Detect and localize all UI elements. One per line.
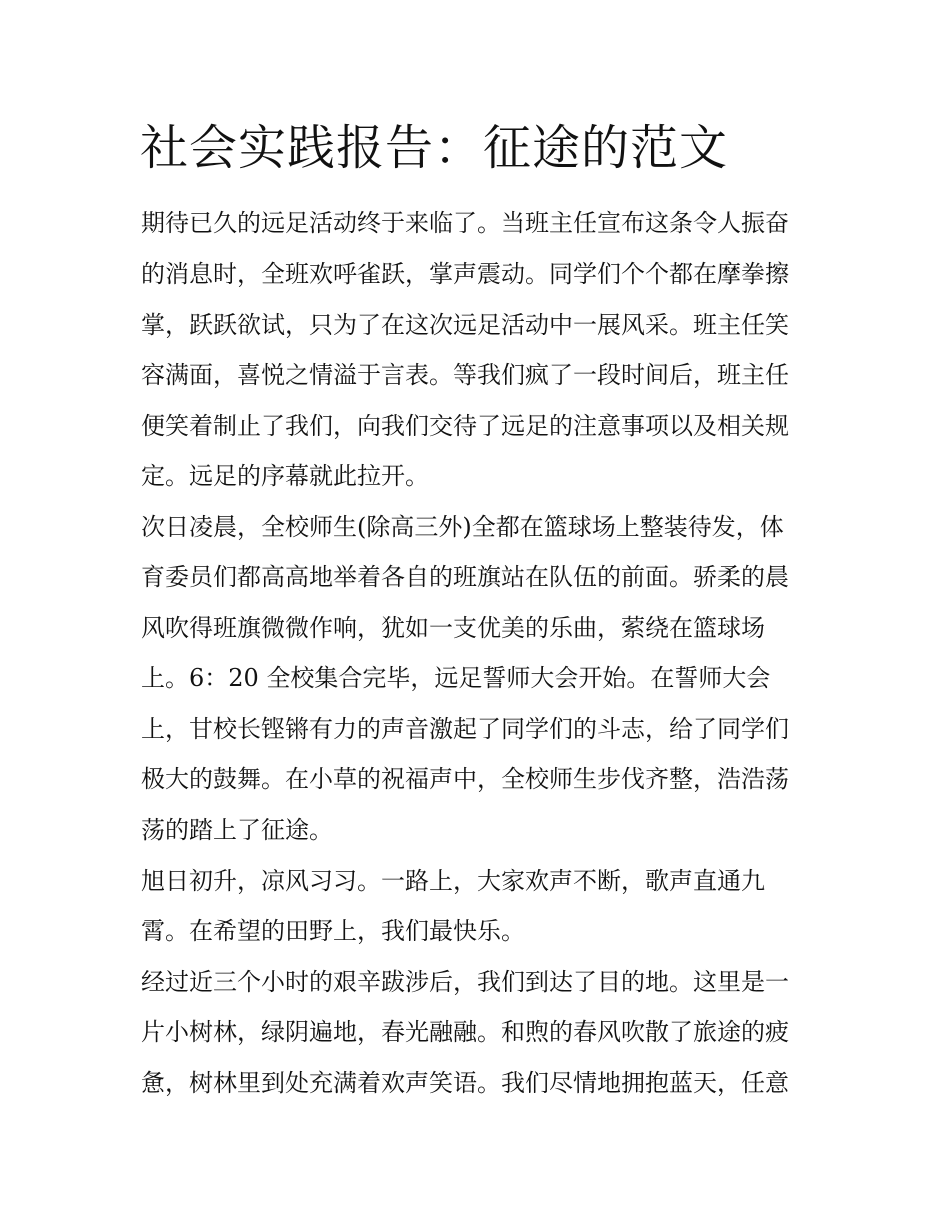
paragraph-2-line-1: 次日凌晨，全校师生(除高三外)全都在篮球场上整装待发，体 — [141, 513, 784, 541]
paragraph-2-line-2: 育委员们都高高地举着各自的班旗站在队伍的前面。骄柔的晨 — [141, 563, 789, 591]
paragraph-2-line-7: 荡的踏上了征途。 — [141, 816, 333, 844]
paragraph-1-line-2: 的消息时，全班欢呼雀跃，掌声震动。同学们个个都在摩拳擦 — [141, 260, 789, 288]
paragraph-4-line-1: 经过近三个小时的艰辛跋涉后，我们到达了目的地。这里是一 — [141, 968, 789, 996]
paragraph-1-line-5: 便笑着制止了我们，向我们交待了远足的注意事项以及相关规 — [141, 412, 789, 440]
paragraph-4-line-2: 片小树林，绿阴遍地，春光融融。和煦的春风吹散了旅途的疲 — [141, 1018, 789, 1046]
paragraph-1-line-6: 定。远足的序幕就此拉开。 — [141, 462, 429, 490]
paragraph-2-line-3: 风吹得班旗微微作响，犹如一支优美的乐曲，萦绕在篮球场 — [141, 614, 765, 642]
paragraph-4-line-3: 惫，树林里到处充满着欢声笑语。我们尽情地拥抱蓝天，任意 — [141, 1069, 789, 1097]
paragraph-1-line-4: 容满面，喜悦之情溢于言表。等我们疯了一段时间后，班主任 — [141, 361, 789, 389]
paragraph-3-line-1: 旭日初升，凉风习习。一路上，大家欢声不断，歌声直通九 — [141, 867, 765, 895]
document-title: 社会实践报告：征途的范文 — [140, 120, 729, 176]
paragraph-1-line-3: 掌，跃跃欲试，只为了在这次远足活动中一展风采。班主任笑 — [141, 311, 789, 339]
paragraph-3-line-2: 霄。在希望的田野上，我们最快乐。 — [141, 917, 525, 945]
paragraph-1-line-1: 期待已久的远足活动终于来临了。当班主任宣布这条令人振奋 — [141, 209, 789, 237]
paragraph-2-line-6: 极大的鼓舞。在小草的祝福声中，全校师生步伐齐整，浩浩荡 — [141, 765, 789, 793]
paragraph-2-line-5: 上，甘校长铿锵有力的声音激起了同学们的斗志，给了同学们 — [141, 715, 789, 743]
paragraph-2-line-4: 上。6：20 全校集合完毕，远足誓师大会开始。在誓师大会 — [141, 664, 771, 692]
